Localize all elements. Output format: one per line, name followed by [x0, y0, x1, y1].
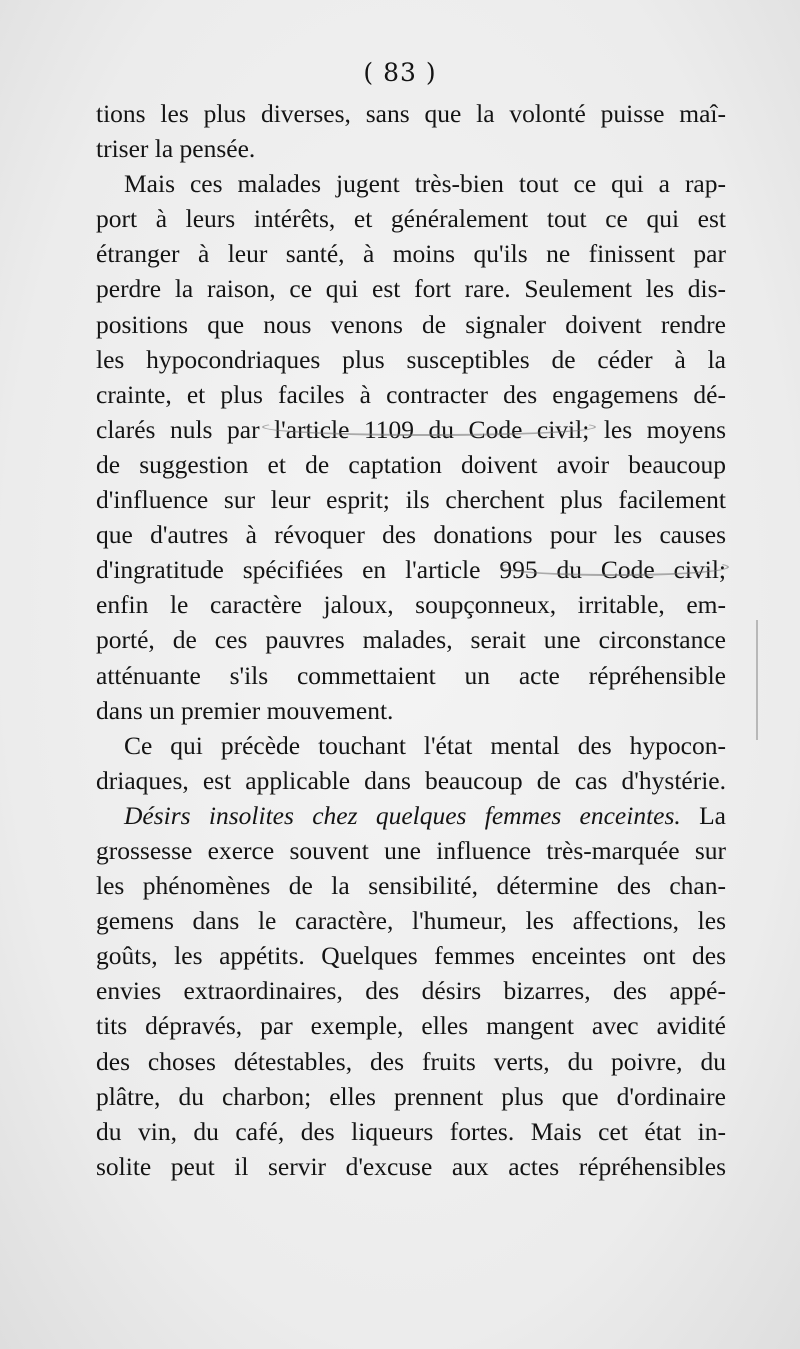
- text-line: solite peut il servir d'excuse aux actes répréhensibles: [96, 1151, 726, 1181]
- page-number: ( 83 ): [363, 58, 437, 87]
- text-line: atténuante s'ils commettaient un acte répréhensible: [96, 660, 726, 690]
- text-line: enfin le caractère jaloux, soupçonneux, irritable, em-: [96, 590, 726, 620]
- text-line: de suggestion et de captation doivent avoir beaucoup: [96, 449, 726, 479]
- text-line: Mais ces malades jugent très-bien tout ce qui a rap-: [124, 169, 726, 199]
- text-line: goûts, les appétits. Quelques femmes enceintes ont des: [96, 941, 726, 971]
- text-line: grossesse exerce souvent une influence très-marquée sur: [96, 835, 726, 865]
- body-text: [96, 96, 726, 1184]
- text-line: perdre la raison, ce qui est fort rare. Seulement les dis-: [96, 274, 726, 304]
- text-line: driaques, est applicable dans beaucoup de cas d'hystérie.: [96, 765, 726, 795]
- text-line: des choses détestables, des fruits verts, du poivre, du: [96, 1046, 726, 1076]
- text-line: tits dépravés, par exemple, elles mangent avec avidité: [96, 1011, 726, 1041]
- text-line: gemens dans le caractère, l'humeur, les affections, les: [96, 906, 726, 936]
- text-line: port à leurs intérêts, et généralement tout ce qui est: [96, 204, 726, 234]
- text-line: porté, de ces pauvres malades, serait une circonstance: [96, 625, 726, 655]
- section-heading-roman: La: [680, 800, 726, 830]
- pencil-margin-mark: [756, 620, 762, 740]
- text-line: envies extraordinaires, des désirs bizarres, des appé-: [96, 976, 726, 1006]
- text-line: d'ingratitude spécifiées en l'article 995 du Code civil;: [96, 555, 726, 585]
- text-line: les hypocondriaques plus susceptibles de céder à la: [96, 344, 726, 374]
- section-heading-line: [96, 798, 726, 833]
- text-line: crainte, et plus faciles à contracter des engagemens dé-: [96, 379, 726, 409]
- text-line: étranger à leur santé, à moins qu'ils ne finissent par: [96, 239, 726, 269]
- text-line: du vin, du café, des liqueurs fortes. Mais cet état in-: [96, 1116, 726, 1146]
- text-line: que d'autres à révoquer des donations pour les causes: [96, 520, 726, 550]
- text-line: triser la pensée.: [96, 134, 256, 164]
- text-line: clarés nuls par l'article 1109 du Code civil; les moyens: [96, 414, 726, 444]
- text-line: d'influence sur leur esprit; ils cherchent plus facilement: [96, 485, 726, 515]
- section-heading-italic: Désirs insolites chez quelques femmes enceintes.: [124, 800, 681, 830]
- text-line: positions que nous venons de signaler doivent rendre: [96, 309, 726, 339]
- text-line: tions les plus diverses, sans que la volonté puisse maî-: [96, 99, 726, 128]
- text-line: dans un premier mouvement.: [96, 695, 394, 725]
- text-line: Ce qui précède touchant l'état mental des hypocon-: [124, 730, 726, 760]
- text-line: plâtre, du charbon; elles prennent plus que d'ordinaire: [96, 1081, 726, 1111]
- text-line: les phénomènes de la sensibilité, détermine des chan-: [96, 871, 726, 901]
